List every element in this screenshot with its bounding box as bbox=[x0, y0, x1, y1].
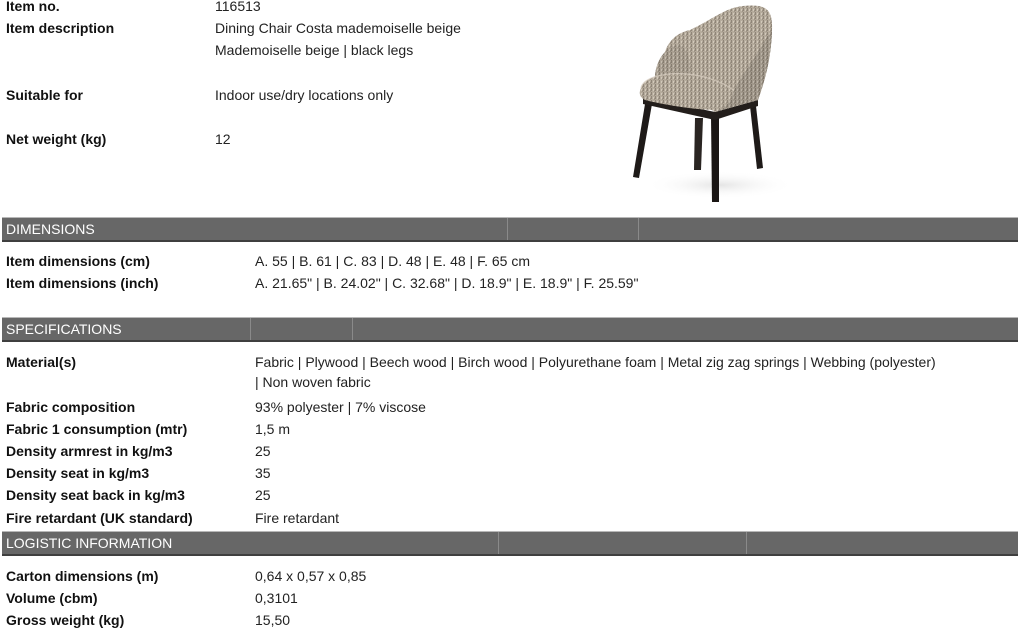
section-title-logistic: LOGISTIC INFORMATION bbox=[6, 535, 173, 551]
materials-value-line2: | Non woven fabric bbox=[255, 374, 371, 390]
dimensions-cm-label: Item dimensions (cm) bbox=[6, 253, 150, 269]
fabric-composition-label: Fabric composition bbox=[6, 399, 136, 415]
section-title-specifications: SPECIFICATIONS bbox=[6, 321, 122, 337]
fire-retardant-value: Fire retardant bbox=[255, 510, 340, 526]
product-image bbox=[615, 0, 805, 210]
column-divider bbox=[352, 318, 353, 340]
volume-value: 0,3101 bbox=[255, 590, 298, 606]
gross-weight-value: 15,50 bbox=[255, 612, 291, 628]
section-header-logistic bbox=[2, 531, 1018, 556]
dimensions-inch-label: Item dimensions (inch) bbox=[6, 275, 159, 291]
fire-retardant-label: Fire retardant (UK standard) bbox=[6, 510, 193, 526]
materials-label: Material(s) bbox=[6, 354, 77, 370]
net-weight-label: Net weight (kg) bbox=[6, 131, 107, 147]
density-seat-back-label: Density seat back in kg/m3 bbox=[6, 487, 185, 503]
materials-value-line1: Fabric | Plywood | Beech wood | Birch wood | Polyurethane foam | Metal zig zag springs | Webbing (polyester) bbox=[255, 354, 936, 370]
density-armrest-label: Density armrest in kg/m3 bbox=[6, 443, 173, 459]
density-seat-back-value: 25 bbox=[255, 487, 271, 503]
section-title-dimensions: DIMENSIONS bbox=[6, 221, 95, 237]
column-divider bbox=[507, 218, 508, 240]
fabric-composition-value: 93% polyester | 7% viscose bbox=[255, 399, 426, 415]
dimensions-cm-value: A. 55 | B. 61 | C. 83 | D. 48 | E. 48 | F. 65 cm bbox=[255, 253, 530, 269]
item-no-label: Item no. bbox=[6, 0, 60, 14]
fabric-consumption-label: Fabric 1 consumption (mtr) bbox=[6, 421, 188, 437]
suitable-for-value: Indoor use/dry locations only bbox=[215, 87, 394, 103]
density-seat-value: 35 bbox=[255, 465, 271, 481]
fabric-consumption-value: 1,5 m bbox=[255, 421, 291, 437]
item-no-value: 116513 bbox=[215, 0, 261, 14]
gross-weight-label: Gross weight (kg) bbox=[6, 612, 125, 628]
carton-dimensions-value: 0,64 x 0,57 x 0,85 bbox=[255, 568, 367, 584]
column-divider bbox=[250, 318, 251, 340]
column-divider bbox=[638, 218, 639, 240]
column-divider bbox=[498, 532, 499, 554]
item-description-value-line1: Dining Chair Costa mademoiselle beige bbox=[215, 20, 461, 36]
item-description-label: Item description bbox=[6, 20, 115, 36]
dimensions-inch-value: A. 21.65" | B. 24.02" | C. 32.68" | D. 18.9" | E. 18.9" | F. 25.59" bbox=[255, 275, 639, 291]
column-divider bbox=[746, 532, 747, 554]
chair-illustration bbox=[615, 0, 805, 210]
section-header-specifications bbox=[2, 317, 1018, 342]
density-seat-label: Density seat in kg/m3 bbox=[6, 465, 150, 481]
item-description-value-line2: Mademoiselle beige | black legs bbox=[215, 42, 414, 58]
section-header-dimensions bbox=[2, 217, 1018, 242]
volume-label: Volume (cbm) bbox=[6, 590, 98, 606]
carton-dimensions-label: Carton dimensions (m) bbox=[6, 568, 159, 584]
density-armrest-value: 25 bbox=[255, 443, 271, 459]
suitable-for-label: Suitable for bbox=[6, 87, 84, 103]
net-weight-value: 12 bbox=[215, 131, 231, 147]
